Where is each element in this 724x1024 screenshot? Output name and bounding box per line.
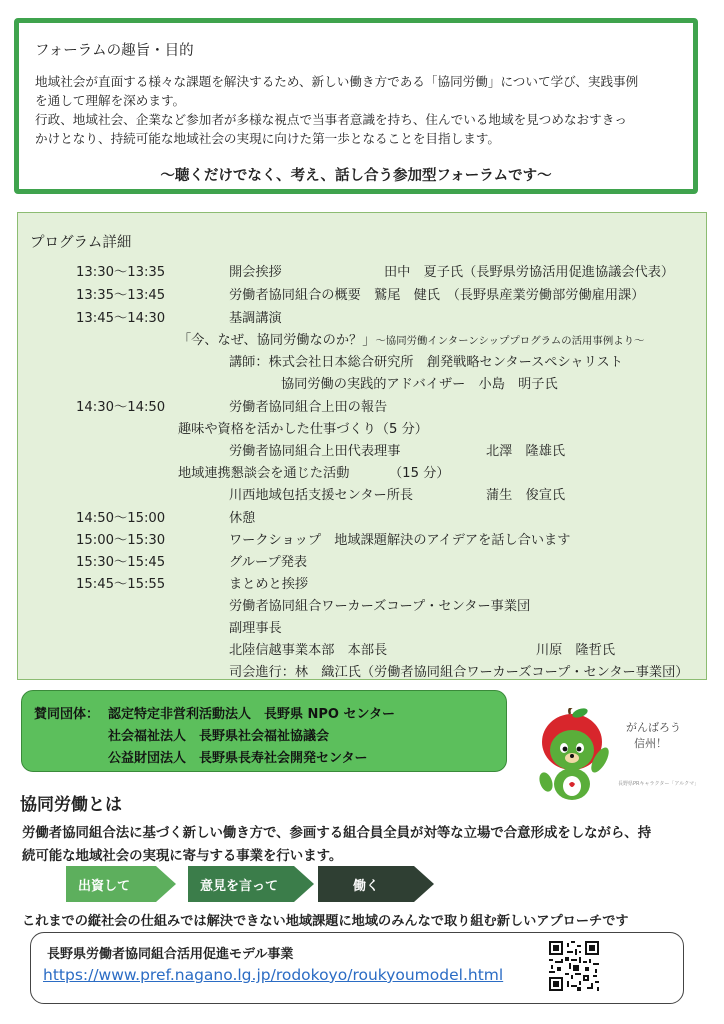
program-item: まとめと挨拶 — [229, 577, 309, 592]
program-item: グループ発表 — [229, 555, 308, 570]
program-item: 休憩 — [229, 511, 256, 526]
support-org: 社会福祉法人 長野県社会福祉協議会 — [108, 729, 330, 744]
steps-flow — [60, 866, 440, 902]
purpose-paragraph — [35, 72, 677, 148]
support-box — [21, 690, 507, 772]
kyodo-body-line1: 労働者協同組合法に基づく新しい働き方で、参画する組合員全員が対等な立場で合意形成をしながら、持 — [22, 826, 652, 841]
program-item: 基調講演 — [229, 311, 282, 326]
keynote-subtitle: 〜協同労働インターンシッププログラムの活用事例より〜 — [375, 335, 645, 347]
kyodo-heading: 協同労働とは — [20, 795, 122, 815]
keynote-title — [178, 333, 644, 349]
program-item: 労働者協同組合上田の報告 — [229, 400, 388, 415]
approach-text: これまでの縦社会の仕組みでは解決できない地域課題に地域のみんなで取り組む新しいアプローチです — [22, 914, 629, 929]
program-item: 労働者協同組合の概要 鷲尾 健氏 （長野県産業労働部労働雇用課） — [229, 288, 645, 303]
program-time: 15:00〜15:30 — [76, 533, 166, 548]
purpose-heading: フォーラムの趣旨・目的 — [35, 43, 194, 59]
program-time: 15:45〜15:55 — [76, 577, 166, 592]
purpose-para1-line1: 地域社会が直面する様々な課題を解決するため、新しい働き方である「協同労働」について学び、実践事例 — [35, 74, 639, 89]
mascot-speech — [626, 720, 681, 752]
keynote-title-main: 「今、なぜ、協同労働なのか？」 — [178, 333, 376, 348]
program-speaker-role: 労働者協同組合上田代表理事 — [229, 444, 401, 459]
program-heading: プログラム詳細 — [30, 235, 132, 251]
step-label: 意見を言って — [200, 879, 279, 894]
purpose-box — [14, 18, 698, 194]
program-time: 14:50〜15:00 — [76, 511, 166, 526]
link-title: 長野県労働者協同組合活用促進モデル事業 — [47, 947, 294, 962]
step-label: 働く — [353, 879, 380, 894]
program-item: ワークショップ 地域課題解決のアイデアを話し合います — [229, 533, 571, 548]
purpose-para1-line2: を通して理解を深めます。 — [35, 93, 186, 108]
program-subitem: 趣味や資格を活かした仕事づくり（5 分） — [178, 422, 428, 437]
purpose-para2-line1: 行政、地域社会、企業など参加者が多様な視点で当事者意識を持ち、住んでいる地域を見つめなおすきっ — [35, 112, 627, 127]
model-project-link[interactable]: https://www.pref.nagano.lg.jp/rodokoyo/roukyoumodel.html — [43, 966, 504, 984]
step-label: 出資して — [78, 879, 131, 894]
mascot-speech-line2: 信州！ — [634, 737, 667, 750]
program-speaker-role: 北陸信越事業本部 本部長 — [229, 643, 388, 658]
program-time: 15:30〜15:45 — [76, 555, 166, 570]
program-speaker: 協同労働の実践的アドバイザー 小島 明子氏 — [281, 377, 558, 392]
program-speaker-role: 川西地域包括支援センター所長 — [229, 488, 414, 503]
program-speaker-role: 労働者協同組合ワーカーズコープ・センター事業団 — [229, 599, 531, 614]
mascot-illustration — [536, 708, 700, 800]
program-speaker-role: 副理事長 — [229, 621, 282, 636]
purpose-para2-line2: かけとなり、持続可能な地域社会の実現に向けた第一歩となることを目指します。 — [35, 131, 500, 146]
link-box — [30, 932, 684, 1004]
program-subitem-duration: （15 分） — [389, 466, 450, 481]
program-time: 13:30〜13:35 — [76, 265, 166, 280]
mascot-speech-line1: がんばろう — [626, 721, 681, 734]
purpose-slogan: 〜聴くだけでなく、考え、話し合う参加型フォーラムです〜 — [160, 168, 552, 184]
program-speaker: 川原 隆哲氏 — [536, 643, 616, 658]
program-speaker: 講師：株式会社日本総合研究所 創発戦略センタースペシャリスト — [229, 355, 623, 370]
program-speaker: 蒲生 俊宣氏 — [486, 488, 566, 503]
support-org: 認定特定非営利活動法人 長野県 NPO センター — [108, 707, 395, 722]
support-org: 公益財団法人 長野県長寿社会開発センター — [108, 751, 368, 766]
mascot-caption: 長野県PRキャラクター「アルクマ」 — [618, 781, 700, 787]
program-time: 14:30〜14:50 — [76, 400, 166, 415]
kyodo-body — [22, 822, 702, 868]
program-item: 開会挨拶 — [229, 265, 282, 280]
qr-code-icon[interactable] — [549, 941, 599, 991]
program-speaker: 北澤 隆雄氏 — [486, 444, 566, 459]
program-time: 13:35〜13:45 — [76, 288, 166, 303]
program-box — [17, 212, 707, 680]
kyodo-body-line2: 続可能な地域社会の実現に寄与する事業を行います。 — [22, 849, 343, 864]
program-time: 13:45〜14:30 — [76, 311, 166, 326]
program-subitem: 地域連携懇談会を通じた活動 — [178, 466, 350, 481]
support-label: 賛同団体： — [34, 707, 100, 722]
program-mc: 司会進行：林 織江氏（労働者協同組合ワーカーズコープ・センター事業団） — [229, 665, 689, 680]
program-speaker: 田中 夏子氏（長野県労協活用促進協議会代表） — [384, 265, 675, 280]
